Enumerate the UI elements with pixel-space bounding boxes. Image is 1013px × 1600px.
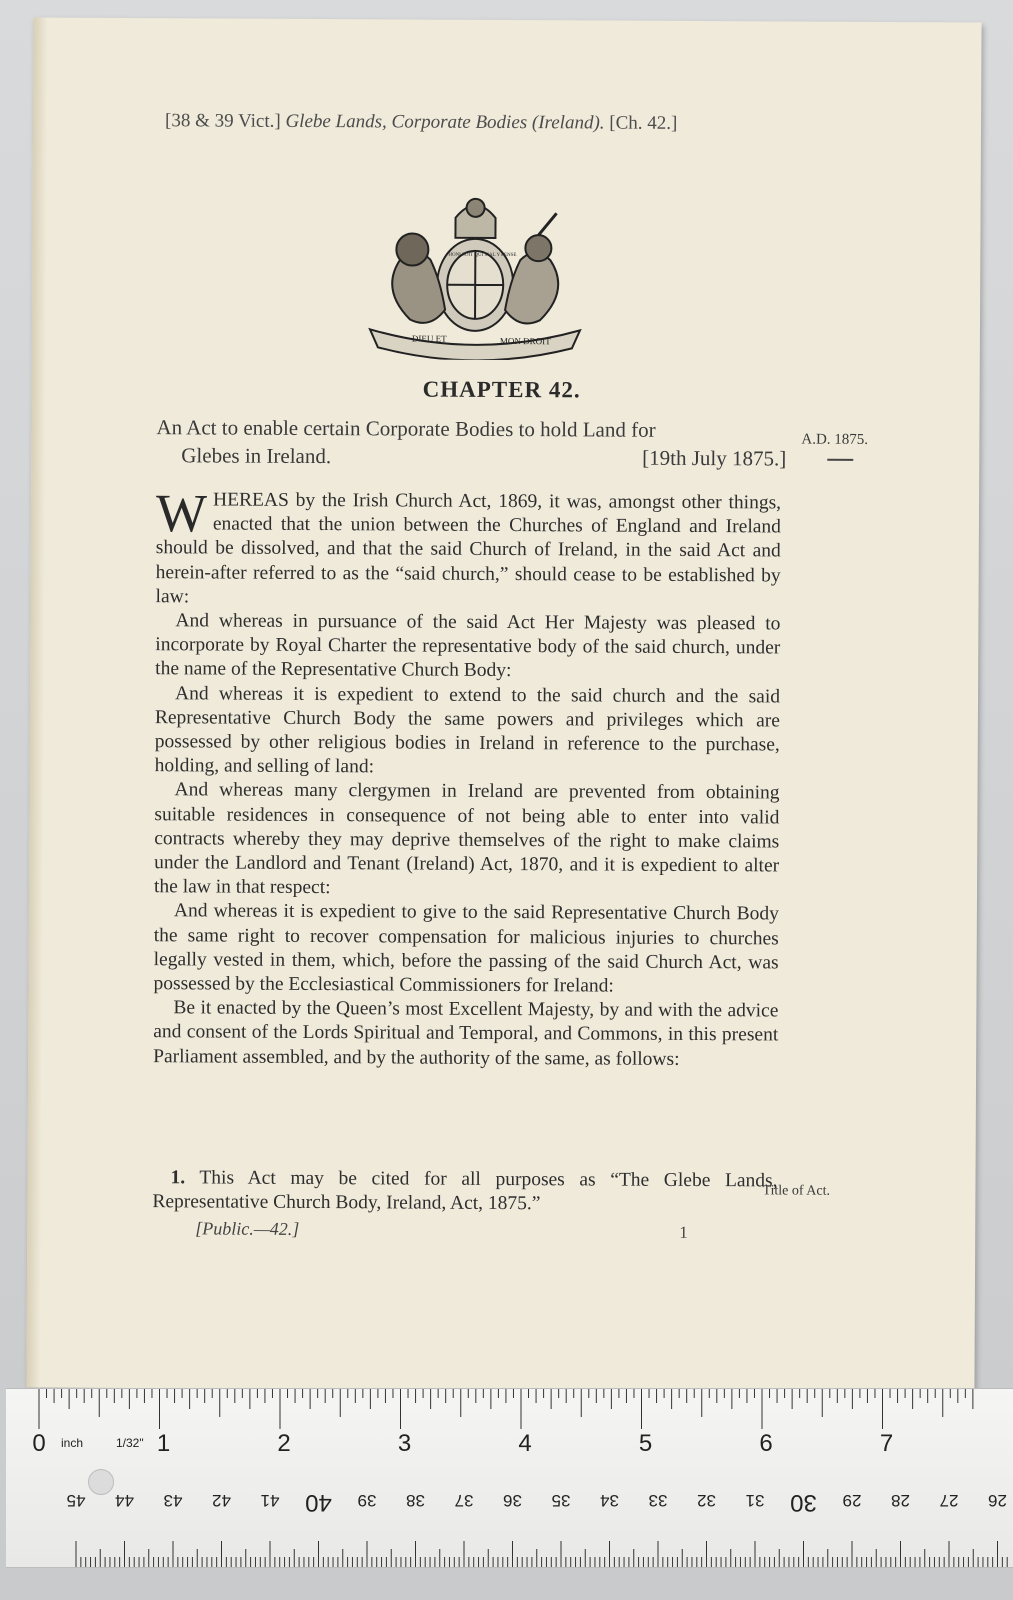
inch-label: inch <box>61 1436 84 1450</box>
cm-number: 28 <box>891 1491 910 1510</box>
cm-number: 33 <box>648 1491 668 1510</box>
svg-text:HONI SOIT QUI MAL Y PENSE: HONI SOIT QUI MAL Y PENSE <box>448 252 517 259</box>
cm-number: 40 <box>305 1489 332 1516</box>
assent-date: [19th July 1875.] <box>642 445 787 471</box>
cm-number: 39 <box>357 1491 377 1510</box>
short-title: Glebe Lands, Corporate Bodies (Ireland). <box>285 110 605 134</box>
inch-number: 6 <box>759 1430 773 1457</box>
margin-rule <box>827 459 853 461</box>
inch-number: 1 <box>156 1430 171 1457</box>
cm-number: 29 <box>842 1491 862 1510</box>
cm-number: 27 <box>939 1491 959 1510</box>
running-header <box>165 110 805 135</box>
section-1 <box>152 1166 777 1217</box>
title-line-2: Glebes in Ireland. <box>181 443 332 469</box>
chapter-reference: [Ch. 42.] <box>609 112 678 134</box>
cm-number: 30 <box>790 1489 817 1516</box>
royal-coat-of-arms-icon <box>350 189 601 360</box>
preamble-paragraph-5: And whereas it is expedient to give to the said Representative Church Body the same right to recover compensation for malicious injuries to churches legally vested in them, which, before the passing of the said Church Act, was possessed by the Ecclesiastical Commissioners for Ireland: <box>153 900 779 997</box>
cm-number: 34 <box>600 1491 619 1510</box>
ruler-hole <box>88 1469 114 1495</box>
section-text: This Act may be cited for all purposes as “The Glebe Lands, Representative Church Body, Ireland, Act, 1875.” <box>152 1167 778 1215</box>
cm-number: 36 <box>503 1491 522 1510</box>
preamble <box>153 483 782 1072</box>
document-page <box>26 18 981 1393</box>
cm-number: 26 <box>988 1491 1007 1510</box>
fraction-label: 1/32" <box>116 1436 144 1450</box>
cm-number: 35 <box>551 1491 571 1510</box>
public-act-number: [Public.—42.] <box>195 1218 300 1239</box>
inch-number: 2 <box>277 1430 291 1457</box>
drop-cap: W <box>155 483 208 544</box>
cm-number: 42 <box>212 1491 231 1510</box>
enacting-formula: Be it enacted by the Queen’s most Excellent Majesty, by and with the advice and consent of the Lords Spiritual and Temporal, and Commons, in this present Parliament assembled, and by the authority of the same, as follows: <box>153 997 779 1070</box>
preamble-paragraph-1: HEREAS by the Irish Church Act, 1869, it was, amongst other things, enacted that the union between the Churches of England and Ireland should be dissolved, and that the said Church of Ireland, in the said Act and herein-after referred to as the “said church,” should cease to be established by law: <box>155 489 782 608</box>
preamble-paragraph-4: And whereas many clergymen in Ireland are prevented from obtaining suitable residences in consequence of not being able to enter into valid contracts whereby they may deprive themselves of the right to make claims under the Landlord and Tenant (Ireland) Act, 1870, and it is expedient to alter the law in that respect: <box>153 779 780 899</box>
margin-year: A.D. 1875. <box>801 431 869 448</box>
cm-number: 37 <box>454 1491 474 1510</box>
preamble-paragraph-3: And whereas it is expedient to extend to the said church and the said Representative Church Body the same powers and privileges which are possessed by other religious bodies in Ireland in reference to the purchase, holding, and selling of land: <box>154 682 781 778</box>
margin-note-title: Title of Act. <box>762 1183 831 1199</box>
title-line-1: An Act to enable certain Corporate Bodies to hold Land for <box>156 415 656 442</box>
inch-number: 5 <box>638 1430 653 1457</box>
long-title <box>156 413 786 472</box>
regnal-year: [38 & 39 Vict.] <box>164 110 281 132</box>
inch-number: 3 <box>397 1430 412 1457</box>
svg-text:DIEU ET: DIEU ET <box>411 333 447 344</box>
page-number: 1 <box>679 1222 688 1242</box>
ruler <box>6 1388 1013 1568</box>
cm-number: 38 <box>406 1491 425 1510</box>
cm-number: 31 <box>745 1491 765 1510</box>
inch-number: 0 <box>32 1430 46 1457</box>
chapter-heading: CHAPTER 42. <box>422 376 581 403</box>
svg-text:MON DROIT: MON DROIT <box>499 335 551 347</box>
ruler-scale <box>6 1389 1013 1567</box>
inch-number: 4 <box>518 1430 532 1457</box>
cm-number: 43 <box>163 1491 183 1510</box>
cm-number: 44 <box>115 1491 134 1510</box>
cm-number: 41 <box>260 1491 280 1510</box>
cm-number: 32 <box>697 1491 716 1510</box>
cm-number: 45 <box>66 1491 86 1510</box>
section-number: 1. <box>170 1167 186 1189</box>
preamble-paragraph-2: And whereas in pursuance of the said Act Her Majesty was pleased to incorporate by Royal Charter the representative body of the said church, under the name of the Representative Church Body: <box>155 610 781 682</box>
inch-number: 7 <box>879 1430 894 1457</box>
